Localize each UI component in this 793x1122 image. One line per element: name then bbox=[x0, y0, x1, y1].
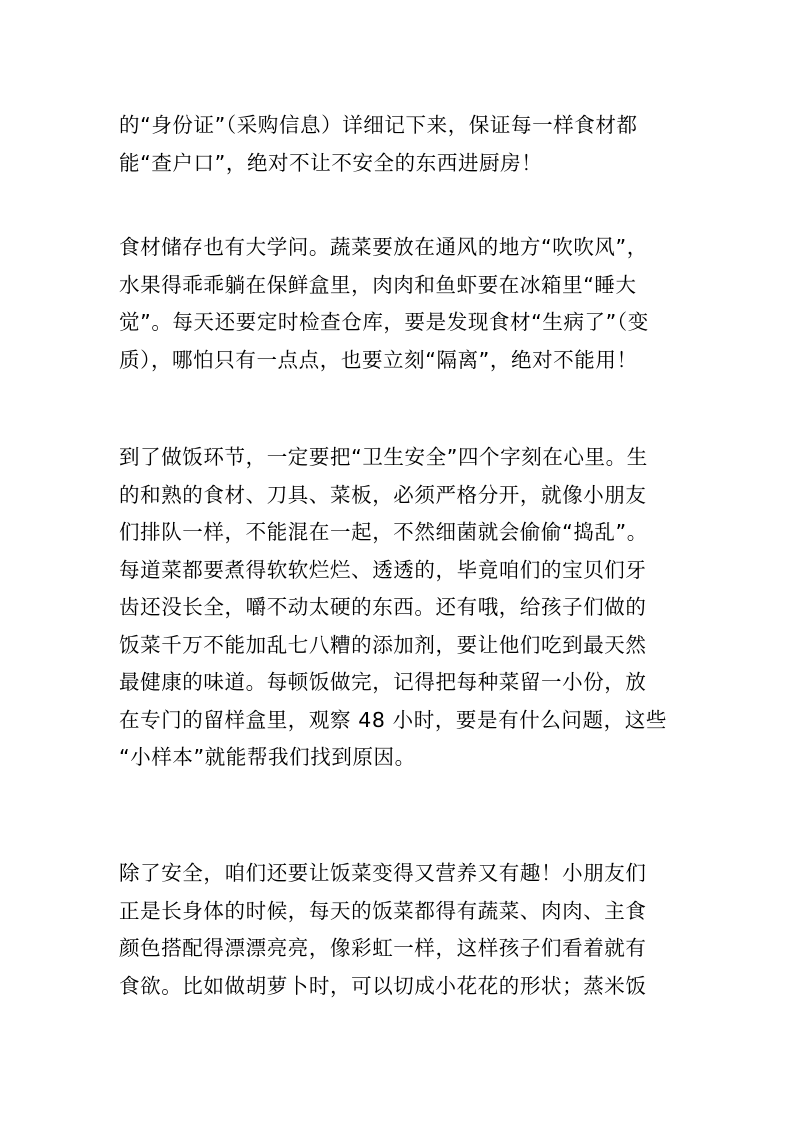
text-line: 的“身份证”（采购信息）详细记下来，保证每一样食材都 bbox=[119, 113, 638, 137]
text-line: 饭菜千万不能加乱七八糟的添加剂，要让他们吃到最天然 bbox=[119, 632, 647, 657]
text-line: 颜色搭配得漂漂亮亮，像彩虹一样，这样孩子们看着就有 bbox=[119, 936, 647, 960]
text-line: 们排队一样，不能混在一起，不然细菌就会偷偷“捣乱”。 bbox=[119, 520, 648, 544]
paragraph-nutrition-fun bbox=[119, 855, 679, 1005]
text-line: 正是长身体的时候，每天的饭菜都得有蔬菜、肉肉、主食 bbox=[119, 898, 647, 923]
text-line: 的和熟的食材、刀具、菜板，必须严格分开，就像小朋友 bbox=[119, 482, 647, 507]
paragraph-cooking-hygiene bbox=[119, 439, 679, 777]
text-line: 齿还没长全，嚼不动太硬的东西。还有哦，给孩子们做的 bbox=[119, 595, 647, 619]
text-line: 水果得乖乖躺在保鲜盒里，肉肉和鱼虾要在冰箱里“睡大 bbox=[119, 272, 637, 297]
paragraph-food-storage bbox=[119, 229, 679, 379]
text-line: “小样本”就能帮我们找到原因。 bbox=[119, 745, 416, 769]
text-line: 在专门的留样盒里，观察 48 小时，要是有什么问题，这些 bbox=[119, 707, 667, 732]
text-line: 食材储存也有大学问。蔬菜要放在通风的地方“吹吹风”， bbox=[119, 235, 648, 259]
paragraph-procurement-records bbox=[119, 107, 679, 182]
text-line: 觉”。每天还要定时检查仓库，要是发现食材“生病了”（变 bbox=[119, 310, 649, 334]
text-line: 能“查户口”，绝对不让不安全的东西进厨房！ bbox=[119, 150, 543, 175]
text-line: 食欲。比如做胡萝卜时，可以切成小花花的形状；蒸米饭 bbox=[119, 973, 647, 998]
text-line: 除了安全，咱们还要让饭菜变得又营养又有趣！小朋友们 bbox=[119, 861, 647, 885]
text-line: 最健康的味道。每顿饭做完，记得把每种菜留一小份，放 bbox=[119, 670, 647, 694]
text-line: 每道菜都要煮得软软烂烂、透透的，毕竟咱们的宝贝们牙 bbox=[119, 557, 647, 582]
text-line: 质），哪怕只有一点点，也要立刻“隔离”，绝对不能用！ bbox=[119, 347, 638, 372]
text-line: 到了做饭环节，一定要把“卫生安全”四个字刻在心里。生 bbox=[119, 445, 648, 469]
